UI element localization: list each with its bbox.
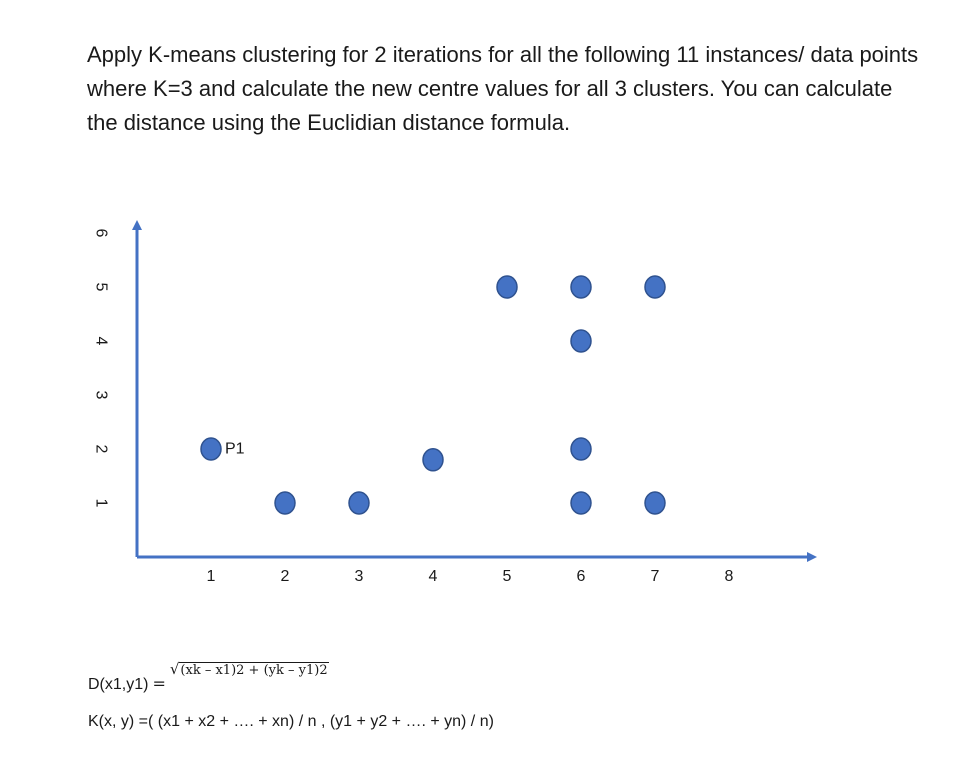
- data-point: [645, 276, 665, 298]
- x-tick-label: 5: [502, 568, 512, 585]
- data-point: [571, 330, 591, 352]
- data-point: [201, 438, 221, 460]
- y-tick-label: 3: [92, 390, 110, 400]
- x-tick-label: 8: [724, 568, 734, 585]
- data-point: [571, 438, 591, 460]
- distance-formula-equals: =: [152, 674, 166, 693]
- distance-formula-sqrt: [170, 660, 329, 678]
- x-tick-labels: [207, 568, 734, 585]
- x-tick-label: 1: [206, 568, 216, 585]
- data-point: [571, 492, 591, 514]
- question-text: Apply K-means clustering for 2 iterations for all the following 11 instances/ data points where K=3 and calculate the new centre values for all 3 clusters. You can calculate the distance using the Euclidian distance formula.: [87, 42, 919, 135]
- data-points: [201, 276, 665, 514]
- y-tick-label: 2: [92, 444, 110, 454]
- y-tick-label: 1: [92, 498, 110, 508]
- x-tick-label: 6: [576, 568, 586, 585]
- y-tick-label: 4: [92, 336, 110, 346]
- data-point: [423, 449, 443, 471]
- distance-formula-lhs: D(x1,y1): [88, 676, 149, 693]
- distance-formula-radicand: (xk – x1)2 + (yk – y1)2: [180, 663, 328, 678]
- x-tick-label: 2: [280, 568, 290, 585]
- y-tick-labels: [93, 229, 110, 508]
- distance-formula: [88, 660, 329, 694]
- sqrt-icon: √: [169, 660, 180, 678]
- x-tick-label: 4: [428, 568, 438, 585]
- data-point: [571, 276, 591, 298]
- y-tick-label: 6: [92, 228, 110, 238]
- point-label: P1: [225, 440, 245, 458]
- data-point: [497, 276, 517, 298]
- data-point: [275, 492, 295, 514]
- data-point: [349, 492, 369, 514]
- centroid-formula: K(x, y) =( (x1 + x2 + …. + xn) / n , (y1 + y2 + …. + yn) / n): [88, 713, 494, 730]
- y-tick-label: 5: [92, 282, 110, 292]
- chart-axes: [137, 225, 812, 557]
- data-point: [645, 492, 665, 514]
- x-tick-label: 7: [650, 568, 660, 585]
- x-tick-label: 3: [354, 568, 364, 585]
